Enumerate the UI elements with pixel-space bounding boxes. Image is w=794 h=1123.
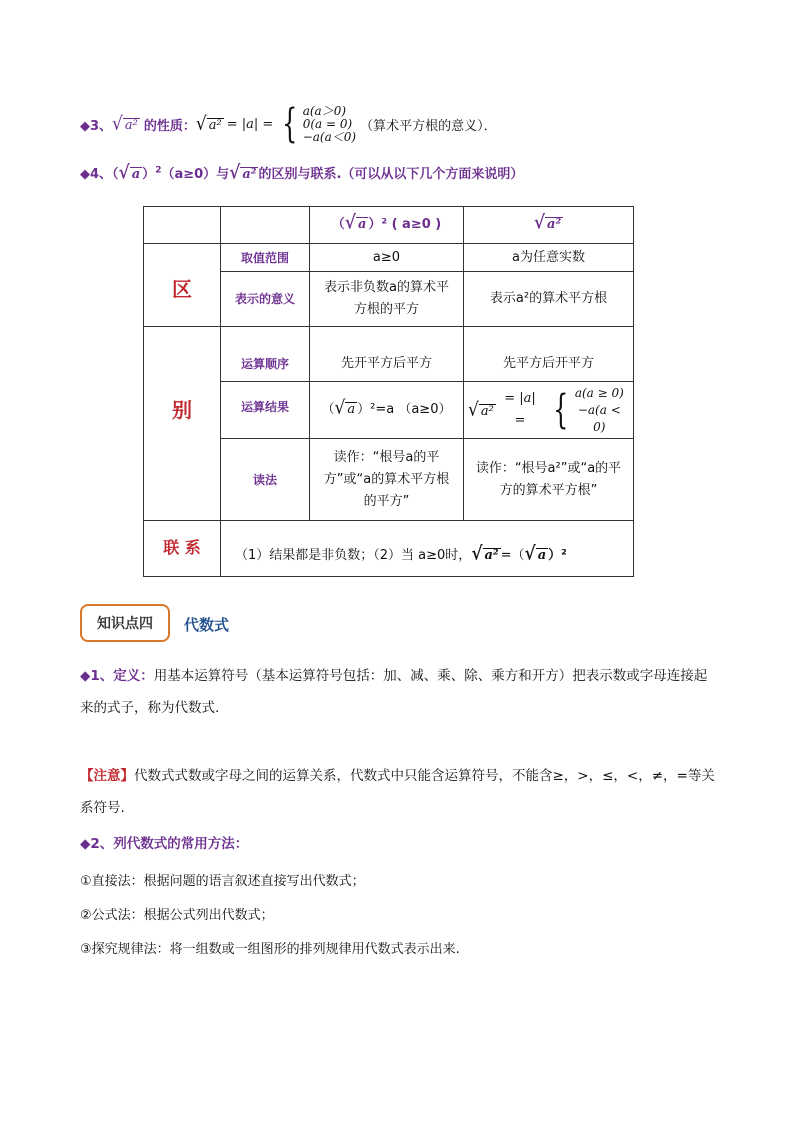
heading-suffix: 的区别与联系.（可以从以下几个方面来说明） <box>258 167 524 182</box>
header-sqrt-a2: √ a² <box>464 207 634 244</box>
row-label-meaning: 表示的意义 <box>221 272 310 327</box>
property-label: 的性质： <box>143 118 196 134</box>
note-paragraph <box>80 760 720 824</box>
table-row <box>144 244 634 272</box>
cell-range-left: a≥0 <box>310 244 464 272</box>
group-label-qu: 区 <box>144 244 221 327</box>
item-4-prefix: ◆4、（ <box>80 167 119 182</box>
row-label-order: 运算顺序 <box>221 327 310 382</box>
row-label-result: 运算结果 <box>221 382 310 439</box>
piecewise-cases: { a(a＞0) 0(a = 0) −a(a＜0) <box>282 101 357 147</box>
cell-result-right: √ a² = |a| = { a(a ≥ 0) −a(a < 0) <box>464 382 634 439</box>
def-text: 用基本运算符号（基本运算符号包括：加、减、乘、除、乘方和开方）把表示数或字母连接起来的式子，称为代数式. <box>80 668 708 716</box>
header-empty-2 <box>221 207 310 244</box>
item-3-prefix: ◆3、 <box>80 118 113 134</box>
knowledge-point-badge: 知识点四 <box>80 604 170 642</box>
cell-order-right: 先平方后开平方 <box>464 327 634 382</box>
note-text: 代数式式数或字母之间的运算关系，代数式中只能含运算符号，不能含≥，>，≤，<，≠，=等关系符号. <box>80 768 715 816</box>
def-prefix: ◆1、 <box>80 668 114 684</box>
header-sqrt-a-squared: （ √ a ）² ( a≥0 ) <box>310 207 464 244</box>
property-note: （算术平方根的意义）． <box>360 118 497 134</box>
sqrt-a2-formula: √ a² <box>195 112 222 135</box>
close-paren: ） <box>142 167 156 182</box>
methods-title: ◆2、列代数式的常用方法： <box>80 836 249 852</box>
def-label: 定义： <box>113 668 154 684</box>
comparison-table <box>143 206 634 577</box>
cell-order-left: 先开平方后平方 <box>310 327 464 382</box>
method-formula: ②公式法：根据公式列出代数式； <box>80 908 274 923</box>
cell-result-left: （ √ a ）²=a （a≥0） <box>310 382 464 439</box>
property-line <box>80 101 497 147</box>
cell-relation: （1）结果都是非负数；（2）当 a≥0时， √ a² =（ √ a ）² <box>221 521 634 577</box>
method-pattern: ③探究规律法：将一组数或一组图形的排列规律用代数式表示出来. <box>80 942 460 957</box>
table-row <box>144 521 634 577</box>
case-positive: a(a＞0) <box>302 103 347 118</box>
note-label: 【注意】 <box>80 768 134 784</box>
condition-text: （a≥0）与 <box>161 167 230 182</box>
table-row <box>144 327 634 382</box>
item-4-heading: ◆4、（ √ a ）$^2$（a≥0）与 √ a² 的区别与联系.（可以从以下几个方面来说明） <box>80 161 524 184</box>
cell-meaning-right: 表示a²的算术平方根 <box>464 272 634 327</box>
sqrt-a2-heading: √ a² <box>229 161 257 184</box>
table-header-row <box>144 207 634 244</box>
case-zero: 0(a = 0) <box>302 116 353 131</box>
group-label-relation: 联 系 <box>144 521 221 577</box>
row-label-range: 取值范围 <box>221 244 310 272</box>
cell-range-right: a为任意实数 <box>464 244 634 272</box>
row-label-reading: 读法 <box>221 439 310 521</box>
method-direct: ①直接法：根据问题的语言叙述直接写出代数式； <box>80 874 365 889</box>
abs-equals: = |a| = <box>226 116 274 132</box>
cell-reading-left: 读作：“根号a的平方”或“a的算术平方根的平方” <box>310 439 464 521</box>
knowledge-point-title: 代数式 <box>184 616 230 634</box>
cell-reading-right: 读作：“根号a²”或“a的平方的算术平方根” <box>464 439 634 521</box>
sqrt-a2-symbol: √ a² <box>112 112 138 135</box>
header-empty-1 <box>144 207 221 244</box>
sqrt-a-symbol: √ a <box>118 161 141 184</box>
group-label-bie: 别 <box>144 327 221 521</box>
cell-meaning-left: 表示非负数a的算术平方根的平方 <box>310 272 464 327</box>
definition-paragraph <box>80 660 720 724</box>
case-negative: −a(a＜0) <box>302 129 357 144</box>
